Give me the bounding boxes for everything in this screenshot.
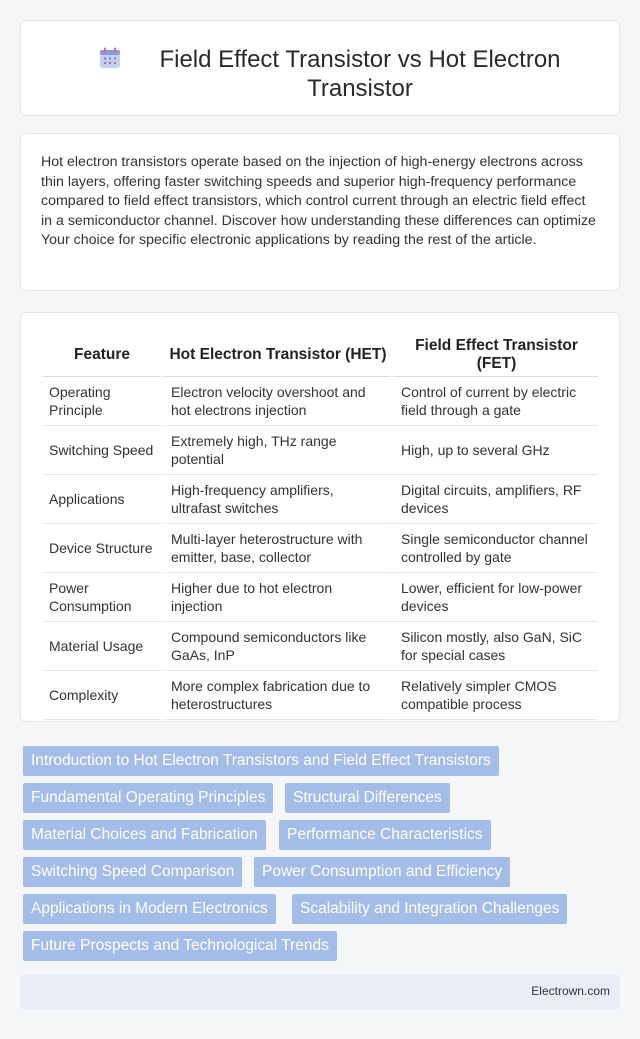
table-cell: Higher due to hot electron injection — [161, 573, 391, 622]
table-cell: Applications — [43, 475, 161, 524]
intro-paragraph: Hot electron transistors operate based on the injection of high-energy electrons across thin layers, offering faster switching speeds and superior high-frequency performance compared to field effect transistors, which control current through an electric field effect in a semiconductor channel. Discover how understanding these differences can optimize Your choice for specific electronic applications by reading the rest of the article. — [41, 154, 596, 249]
tag-link-operating-principles[interactable]: Fundamental Operating Principles — [23, 783, 273, 813]
table-cell: Material Usage — [43, 622, 161, 671]
table-row — [43, 524, 598, 573]
table-cell: Relatively simpler CMOS compatible process — [391, 671, 598, 720]
column-header: Feature — [43, 333, 161, 377]
table-cell: Control of current by electric field through a gate — [391, 377, 598, 426]
tag-link-structural-differences[interactable]: Structural Differences — [285, 783, 450, 813]
title-card — [20, 20, 620, 116]
tag-link-scalability[interactable]: Scalability and Integration Challenges — [292, 894, 567, 924]
tag-link-performance[interactable]: Performance Characteristics — [279, 820, 491, 850]
tag-link-switching-speed[interactable]: Switching Speed Comparison — [23, 857, 242, 887]
table-row — [43, 475, 598, 524]
tag-link-introduction[interactable]: Introduction to Hot Electron Transistors and Field Effect Transistors — [23, 746, 499, 776]
footer-site-name: Electrown.com — [531, 984, 610, 998]
table-header-row — [43, 333, 598, 377]
tag-link-applications[interactable]: Applications in Modern Electronics — [23, 894, 276, 924]
column-header: Field Effect Transistor (FET) — [391, 333, 598, 377]
column-header: Hot Electron Transistor (HET) — [161, 333, 391, 377]
comparison-table — [43, 333, 598, 720]
table-row — [43, 377, 598, 426]
intro-card — [20, 133, 620, 291]
table-cell: Operating Principle — [43, 377, 161, 426]
table-cell: Single semiconductor channel controlled by gate — [391, 524, 598, 573]
tag-link-power-consumption[interactable]: Power Consumption and Efficiency — [254, 857, 510, 887]
table-cell: More complex fabrication due to heterostructures — [161, 671, 391, 720]
table-cell: Complexity — [43, 671, 161, 720]
table-row — [43, 671, 598, 720]
comparison-table-card — [20, 312, 620, 722]
table-cell: Compound semiconductors like GaAs, InP — [161, 622, 391, 671]
tag-link-future-prospects[interactable]: Future Prospects and Technological Trends — [23, 931, 337, 961]
table-cell: Multi-layer heterostructure with emitter, base, collector — [161, 524, 391, 573]
page-title: Field Effect Transistor vs Hot Electron Transistor — [159, 46, 561, 102]
table-cell: Electron velocity overshoot and hot electrons injection — [161, 377, 391, 426]
table-row — [43, 573, 598, 622]
table-cell: Digital circuits, amplifiers, RF devices — [391, 475, 598, 524]
tag-link-material-choices[interactable]: Material Choices and Fabrication — [23, 820, 266, 850]
table-cell: Silicon mostly, also GaN, SiC for special cases — [391, 622, 598, 671]
table-cell: Device Structure — [43, 524, 161, 573]
table-cell: Power Consumption — [43, 573, 161, 622]
footer — [20, 975, 620, 1009]
table-cell: Switching Speed — [43, 426, 161, 475]
table-cell: Lower, efficient for low-power devices — [391, 573, 598, 622]
table-cell: High-frequency amplifiers, ultrafast switches — [161, 475, 391, 524]
table-cell: Extremely high, THz range potential — [161, 426, 391, 475]
table-row — [43, 622, 598, 671]
calendar-grid-icon — [99, 47, 121, 69]
table-row — [43, 426, 598, 475]
table-cell: High, up to several GHz — [391, 426, 598, 475]
